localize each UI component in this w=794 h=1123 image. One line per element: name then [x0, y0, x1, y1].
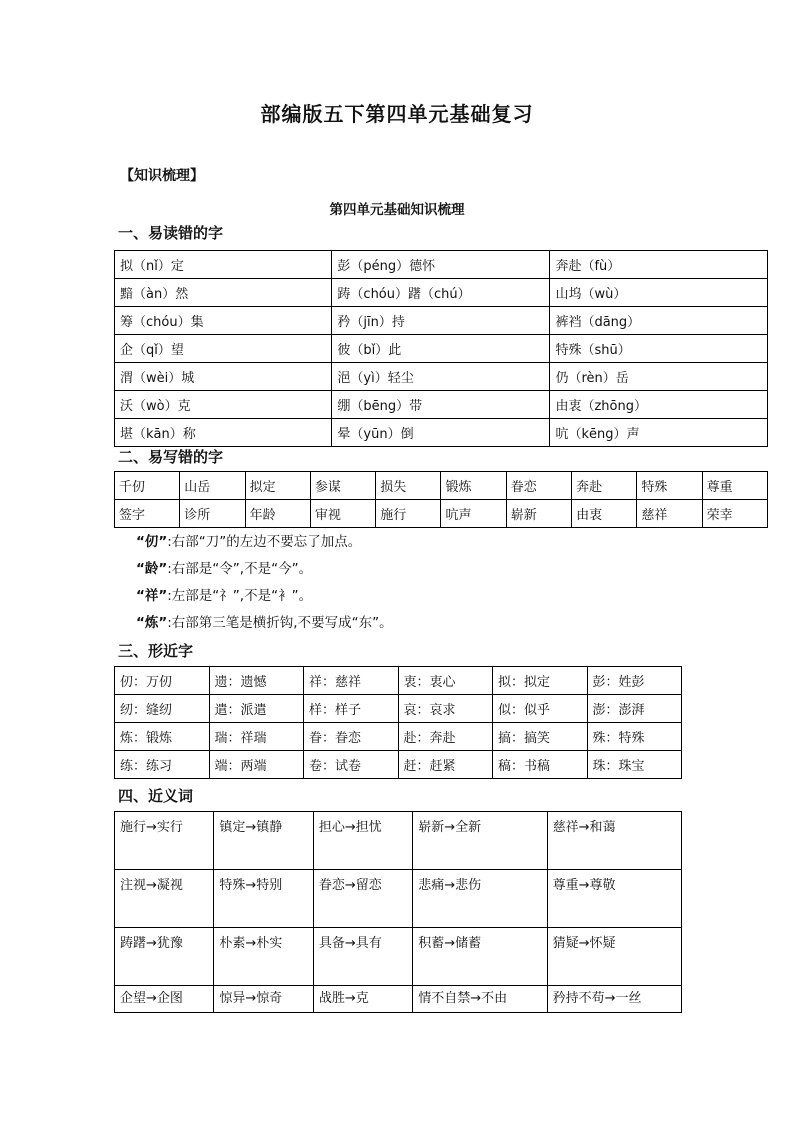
- table-row: [115, 870, 682, 928]
- table-cell: 千仞: [115, 472, 180, 500]
- table-cell: 注视→凝视: [115, 870, 214, 928]
- table-row: [115, 472, 768, 500]
- table-cell: 签字: [115, 500, 180, 528]
- section-heading-misread: 一、易读错的字: [118, 224, 224, 242]
- note-row: [136, 611, 393, 631]
- section-heading-similar-shape: 三、形近字: [118, 642, 194, 660]
- table-row: [115, 986, 682, 1013]
- table-cell: 吭声: [441, 500, 506, 528]
- table-cell: 堪（kān）称: [115, 419, 332, 447]
- table-cell: 殊：特殊: [587, 723, 682, 751]
- section-subtitle: 第四单元基础知识梳理: [329, 202, 465, 218]
- table-cell: 遗：遗憾: [209, 667, 304, 695]
- table-cell: 锻炼: [441, 472, 506, 500]
- table-cell: 衷：衷心: [398, 667, 493, 695]
- table-row: [115, 928, 682, 986]
- table-cell: 崭新: [506, 500, 571, 528]
- table-cell: 战胜→克: [313, 986, 412, 1013]
- table-cell: 珠：珠宝: [587, 751, 682, 779]
- note-row: [136, 557, 312, 577]
- table-cell: 参谋: [310, 472, 375, 500]
- table-row: [115, 723, 682, 751]
- table-cell: 损失: [376, 472, 441, 500]
- table-row: [115, 391, 768, 419]
- table-cell: 渭（wèi）城: [115, 363, 332, 391]
- table-cell: 由衷（zhōng）: [550, 391, 768, 419]
- note-text: :左部是“礻”,不是“衤”。: [167, 588, 313, 604]
- table-cell: 悲痛→悲伤: [413, 870, 547, 928]
- note-text: :右部“刀”的左边不要忘了加点。: [167, 534, 362, 550]
- table-cell: 诊所: [180, 500, 245, 528]
- table-cell: 由衷: [572, 500, 637, 528]
- table-cell: 瑞：祥瑞: [209, 723, 304, 751]
- table-row: [115, 335, 768, 363]
- table-cell: 练：练习: [115, 751, 210, 779]
- section-heading-synonyms: 四、近义词: [118, 787, 194, 805]
- table-cell: 荣幸: [702, 500, 767, 528]
- table-cell: 慈祥: [637, 500, 702, 528]
- table-cell: 猜疑→怀疑: [547, 928, 681, 986]
- table-cell: 黯（àn）然: [115, 279, 332, 307]
- table-cell: 崭新→全新: [413, 812, 547, 870]
- table-cell: 晕（yūn）倒: [332, 419, 550, 447]
- table-cell: 浥（yì）轻尘: [332, 363, 550, 391]
- table-cell: 似：似乎: [493, 695, 588, 723]
- table-cell: 彭（péng）德怀: [332, 251, 550, 279]
- table-cell: 年龄: [245, 500, 310, 528]
- table-cell: 祥：慈祥: [304, 667, 399, 695]
- table-cell: 踌躇→犹豫: [115, 928, 214, 986]
- page-title: 部编版五下第四单元基础复习: [260, 102, 534, 126]
- table-row: [115, 363, 768, 391]
- table-cell: 赶：赶紧: [398, 751, 493, 779]
- table-cell: 仞：万仞: [115, 667, 210, 695]
- table-cell: 尊重: [702, 472, 767, 500]
- table-cell: 筹（chóu）集: [115, 307, 332, 335]
- table-row: [115, 419, 768, 447]
- table-cell: 矜持不苟→一丝: [547, 986, 681, 1013]
- table-cell: 奔赴: [572, 472, 637, 500]
- table-row: [115, 667, 682, 695]
- table-row: [115, 812, 682, 870]
- table-cell: 镇定→镇静: [214, 812, 313, 870]
- table-cell: 积蓄→储蓄: [413, 928, 547, 986]
- note-char: “仞”: [136, 534, 168, 550]
- note-char: “龄”: [136, 561, 168, 577]
- table-cell: 施行→实行: [115, 812, 214, 870]
- table-cell: 惊异→惊奇: [214, 986, 313, 1013]
- table-cell: 澎：澎湃: [587, 695, 682, 723]
- table-cell: 担心→担忧: [313, 812, 412, 870]
- miswritten-chars-table: [114, 471, 768, 528]
- table-cell: 山岳: [180, 472, 245, 500]
- table-cell: 绷（bēng）带: [332, 391, 550, 419]
- table-cell: 特殊（shū）: [550, 335, 768, 363]
- table-cell: 遣：派遣: [209, 695, 304, 723]
- table-cell: 样：样子: [304, 695, 399, 723]
- table-cell: 炼：锻炼: [115, 723, 210, 751]
- table-row: [115, 307, 768, 335]
- table-cell: 特殊→特别: [214, 870, 313, 928]
- table-cell: 企望→企图: [115, 986, 214, 1013]
- note-row: [136, 584, 312, 604]
- table-cell: 踌（chóu）躇（chú）: [332, 279, 550, 307]
- table-cell: 施行: [376, 500, 441, 528]
- table-cell: 沃（wò）克: [115, 391, 332, 419]
- table-cell: 审视: [310, 500, 375, 528]
- table-cell: 具备→具有: [313, 928, 412, 986]
- table-cell: 情不自禁→不由: [413, 986, 547, 1013]
- table-cell: 赴：奔赴: [398, 723, 493, 751]
- table-row: [115, 251, 768, 279]
- table-row: [115, 751, 682, 779]
- note-char: “祥”: [136, 588, 168, 604]
- table-cell: 仍（rèn）岳: [550, 363, 768, 391]
- table-cell: 纫：缝纫: [115, 695, 210, 723]
- table-cell: 奔赴（fù）: [550, 251, 768, 279]
- table-cell: 哀：哀求: [398, 695, 493, 723]
- table-cell: 眷恋: [506, 472, 571, 500]
- table-cell: 稿：书稿: [493, 751, 588, 779]
- table-cell: 吭（kēng）声: [550, 419, 768, 447]
- table-cell: 拟（nǐ）定: [115, 251, 332, 279]
- misread-chars-table: [114, 250, 768, 447]
- table-cell: 拟：拟定: [493, 667, 588, 695]
- table-row: [115, 500, 768, 528]
- section-heading-miswritten: 二、易写错的字: [118, 448, 224, 466]
- table-cell: 拟定: [245, 472, 310, 500]
- table-cell: 慈祥→和蔼: [547, 812, 681, 870]
- table-cell: 卷：试卷: [304, 751, 399, 779]
- table-cell: 彭：姓彭: [587, 667, 682, 695]
- table-cell: 朴素→朴实: [214, 928, 313, 986]
- similar-shape-chars-table: [114, 666, 682, 779]
- table-cell: 尊重→尊敬: [547, 870, 681, 928]
- table-cell: 端：两端: [209, 751, 304, 779]
- note-row: [136, 530, 361, 550]
- table-cell: 裤裆（dāng）: [550, 307, 768, 335]
- table-row: [115, 279, 768, 307]
- table-cell: 企（qǐ）望: [115, 335, 332, 363]
- note-text: :右部是“令”,不是“今”。: [167, 561, 313, 577]
- table-cell: 搞：搞笑: [493, 723, 588, 751]
- table-cell: 眷恋→留恋: [313, 870, 412, 928]
- table-cell: 山坞（wù）: [550, 279, 768, 307]
- table-cell: 特殊: [637, 472, 702, 500]
- table-row: [115, 695, 682, 723]
- note-text: :右部第三笔是横折钩,不要写成“东”。: [167, 615, 393, 631]
- knowledge-heading: 【知识梳理】: [120, 168, 204, 184]
- note-char: “炼”: [136, 615, 168, 631]
- table-cell: 矜（jīn）持: [332, 307, 550, 335]
- synonyms-table: [114, 811, 682, 1013]
- table-cell: 彼（bǐ）此: [332, 335, 550, 363]
- table-cell: 眷：眷恋: [304, 723, 399, 751]
